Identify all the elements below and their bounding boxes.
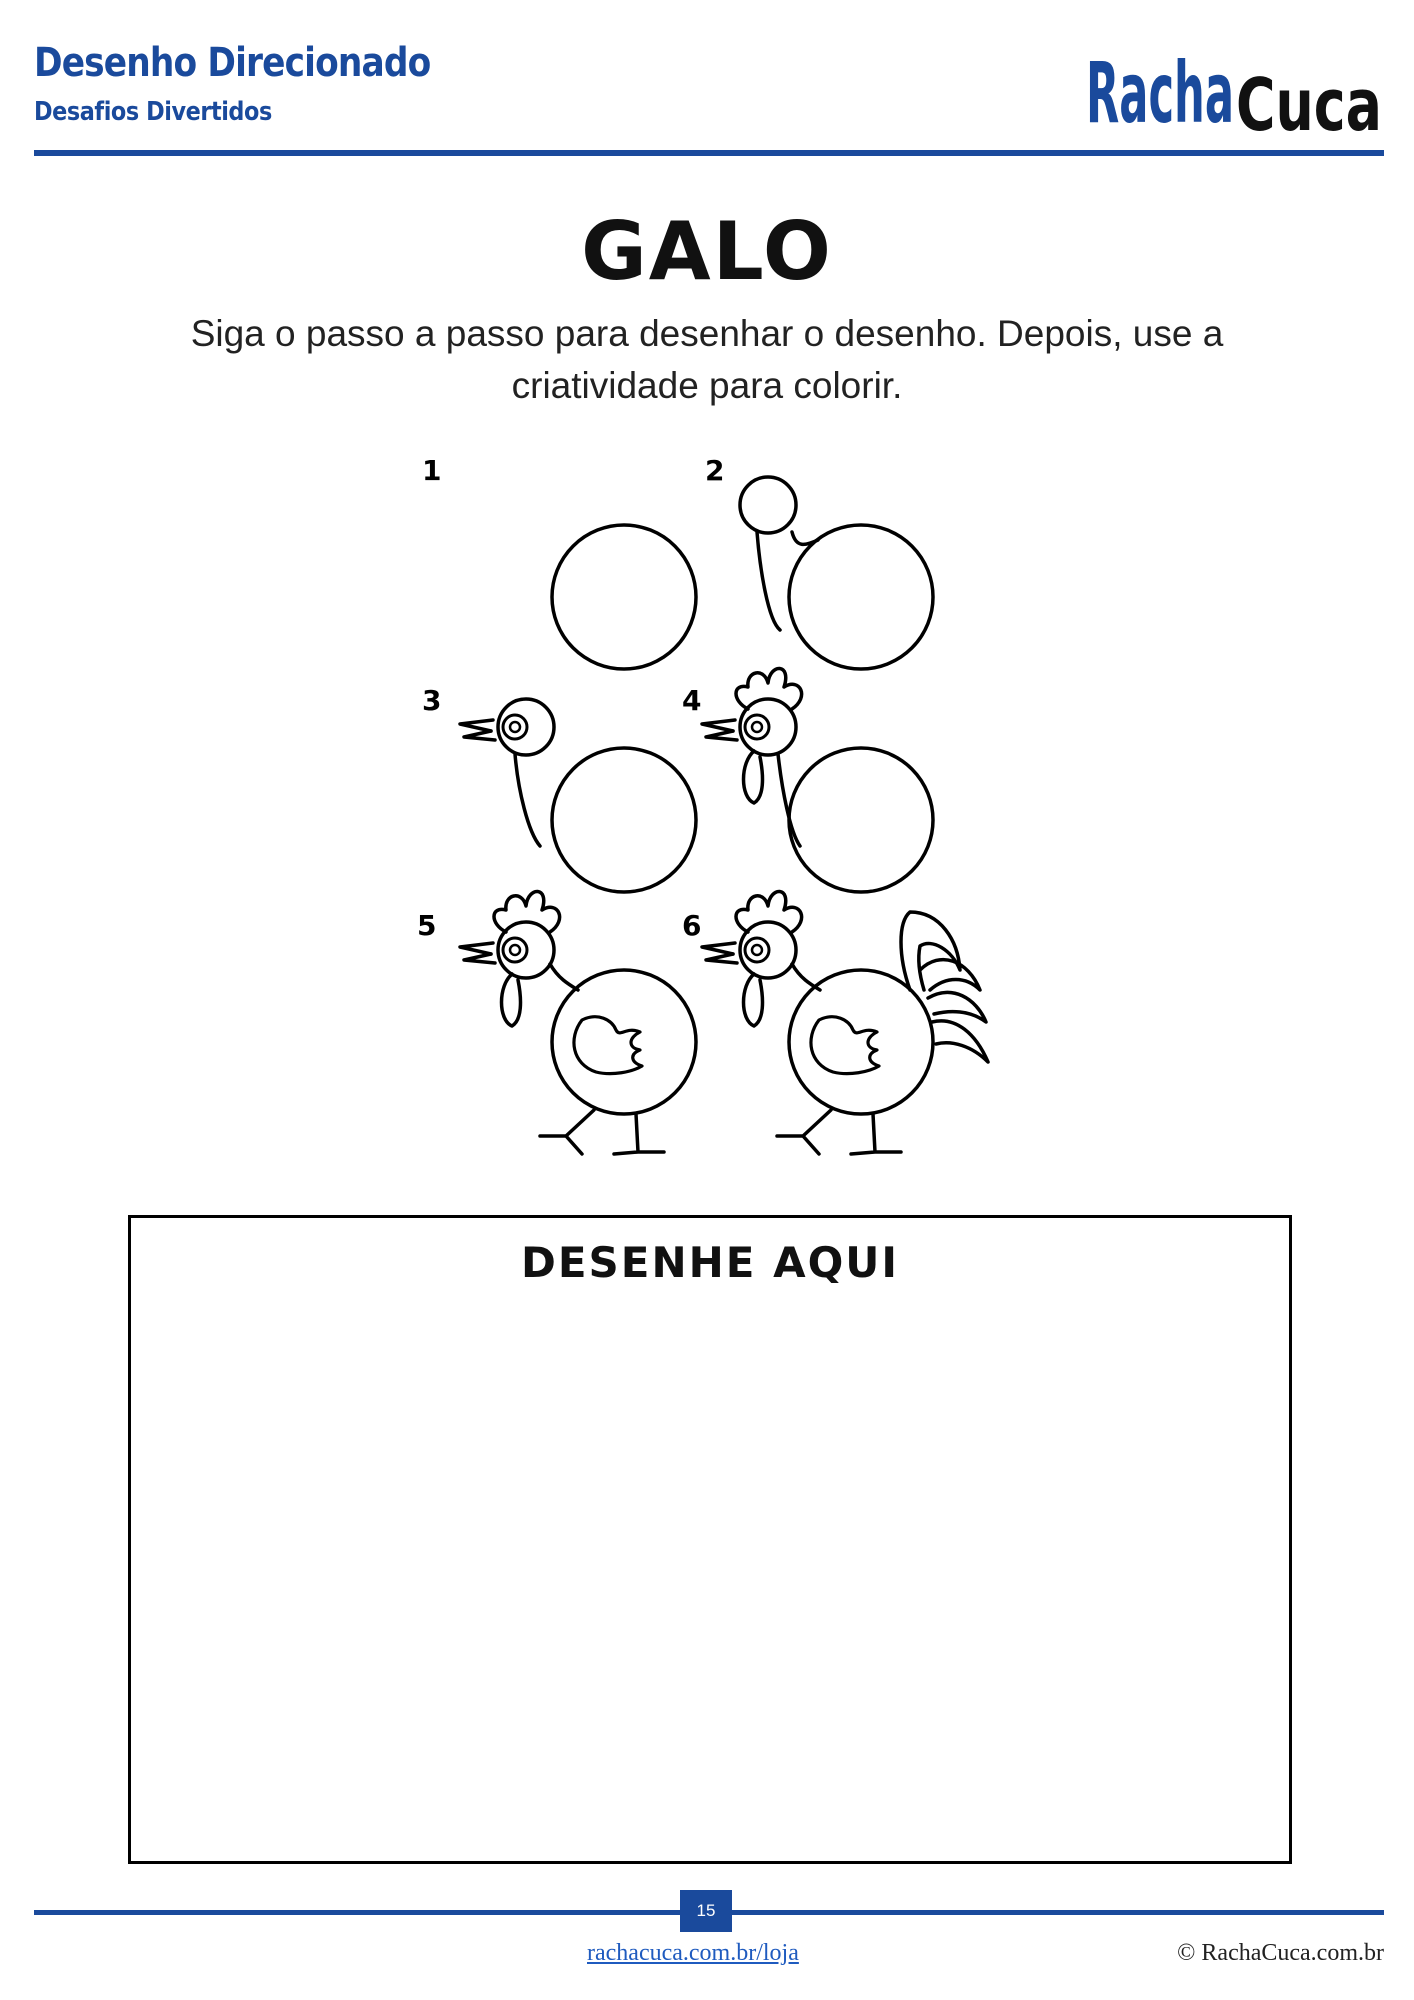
- step4-head: [702, 668, 802, 803]
- store-link[interactable]: rachacuca.com.br/loja: [587, 1940, 799, 1966]
- logo-cuca: Cuca: [1236, 63, 1382, 136]
- drawing-area[interactable]: [128, 1215, 1292, 1864]
- step5-head: [460, 891, 560, 1026]
- step-number-1: 1: [422, 454, 442, 487]
- step-number-4: 4: [682, 684, 702, 717]
- step4-body: [789, 748, 933, 892]
- logo-racha: Racha: [1086, 44, 1234, 136]
- step5-wing: [574, 1017, 642, 1074]
- step3-body: [552, 748, 696, 892]
- step5-neck: [550, 964, 578, 990]
- rachacuca-logo: [1086, 44, 1384, 136]
- step1-body: [552, 525, 696, 669]
- header-title: Desenho Direcionado: [34, 40, 431, 86]
- copyright-text: © RachaCuca.com.br: [1177, 1940, 1384, 1966]
- step3-neck: [515, 754, 540, 846]
- step5-legs: [540, 1110, 664, 1154]
- step-by-step-illustration: [400, 450, 1020, 1170]
- step-number-2: 2: [705, 454, 725, 487]
- step2-head: [740, 477, 796, 533]
- step-number-6: 6: [682, 909, 702, 942]
- step6-legs: [777, 1110, 901, 1154]
- drawing-area-label: DESENHE AQUI: [520, 1238, 900, 1287]
- step2-body: [789, 525, 933, 669]
- step-number-3: 3: [422, 684, 442, 717]
- step6-wing: [811, 1017, 879, 1074]
- step3-head: [460, 699, 554, 755]
- step6-tail: [901, 912, 988, 1062]
- page-number: 15: [680, 1890, 732, 1932]
- header-divider: [34, 150, 1384, 156]
- step6-head: [702, 891, 802, 1026]
- step-number-5: 5: [417, 909, 437, 942]
- page-title: GALO: [581, 205, 833, 298]
- header-subtitle: Desafios Divertidos: [34, 97, 272, 127]
- instructions-text: Siga o passo a passo para desenhar o desenho. Depois, use a criatividade para colorir.: [190, 313, 1224, 406]
